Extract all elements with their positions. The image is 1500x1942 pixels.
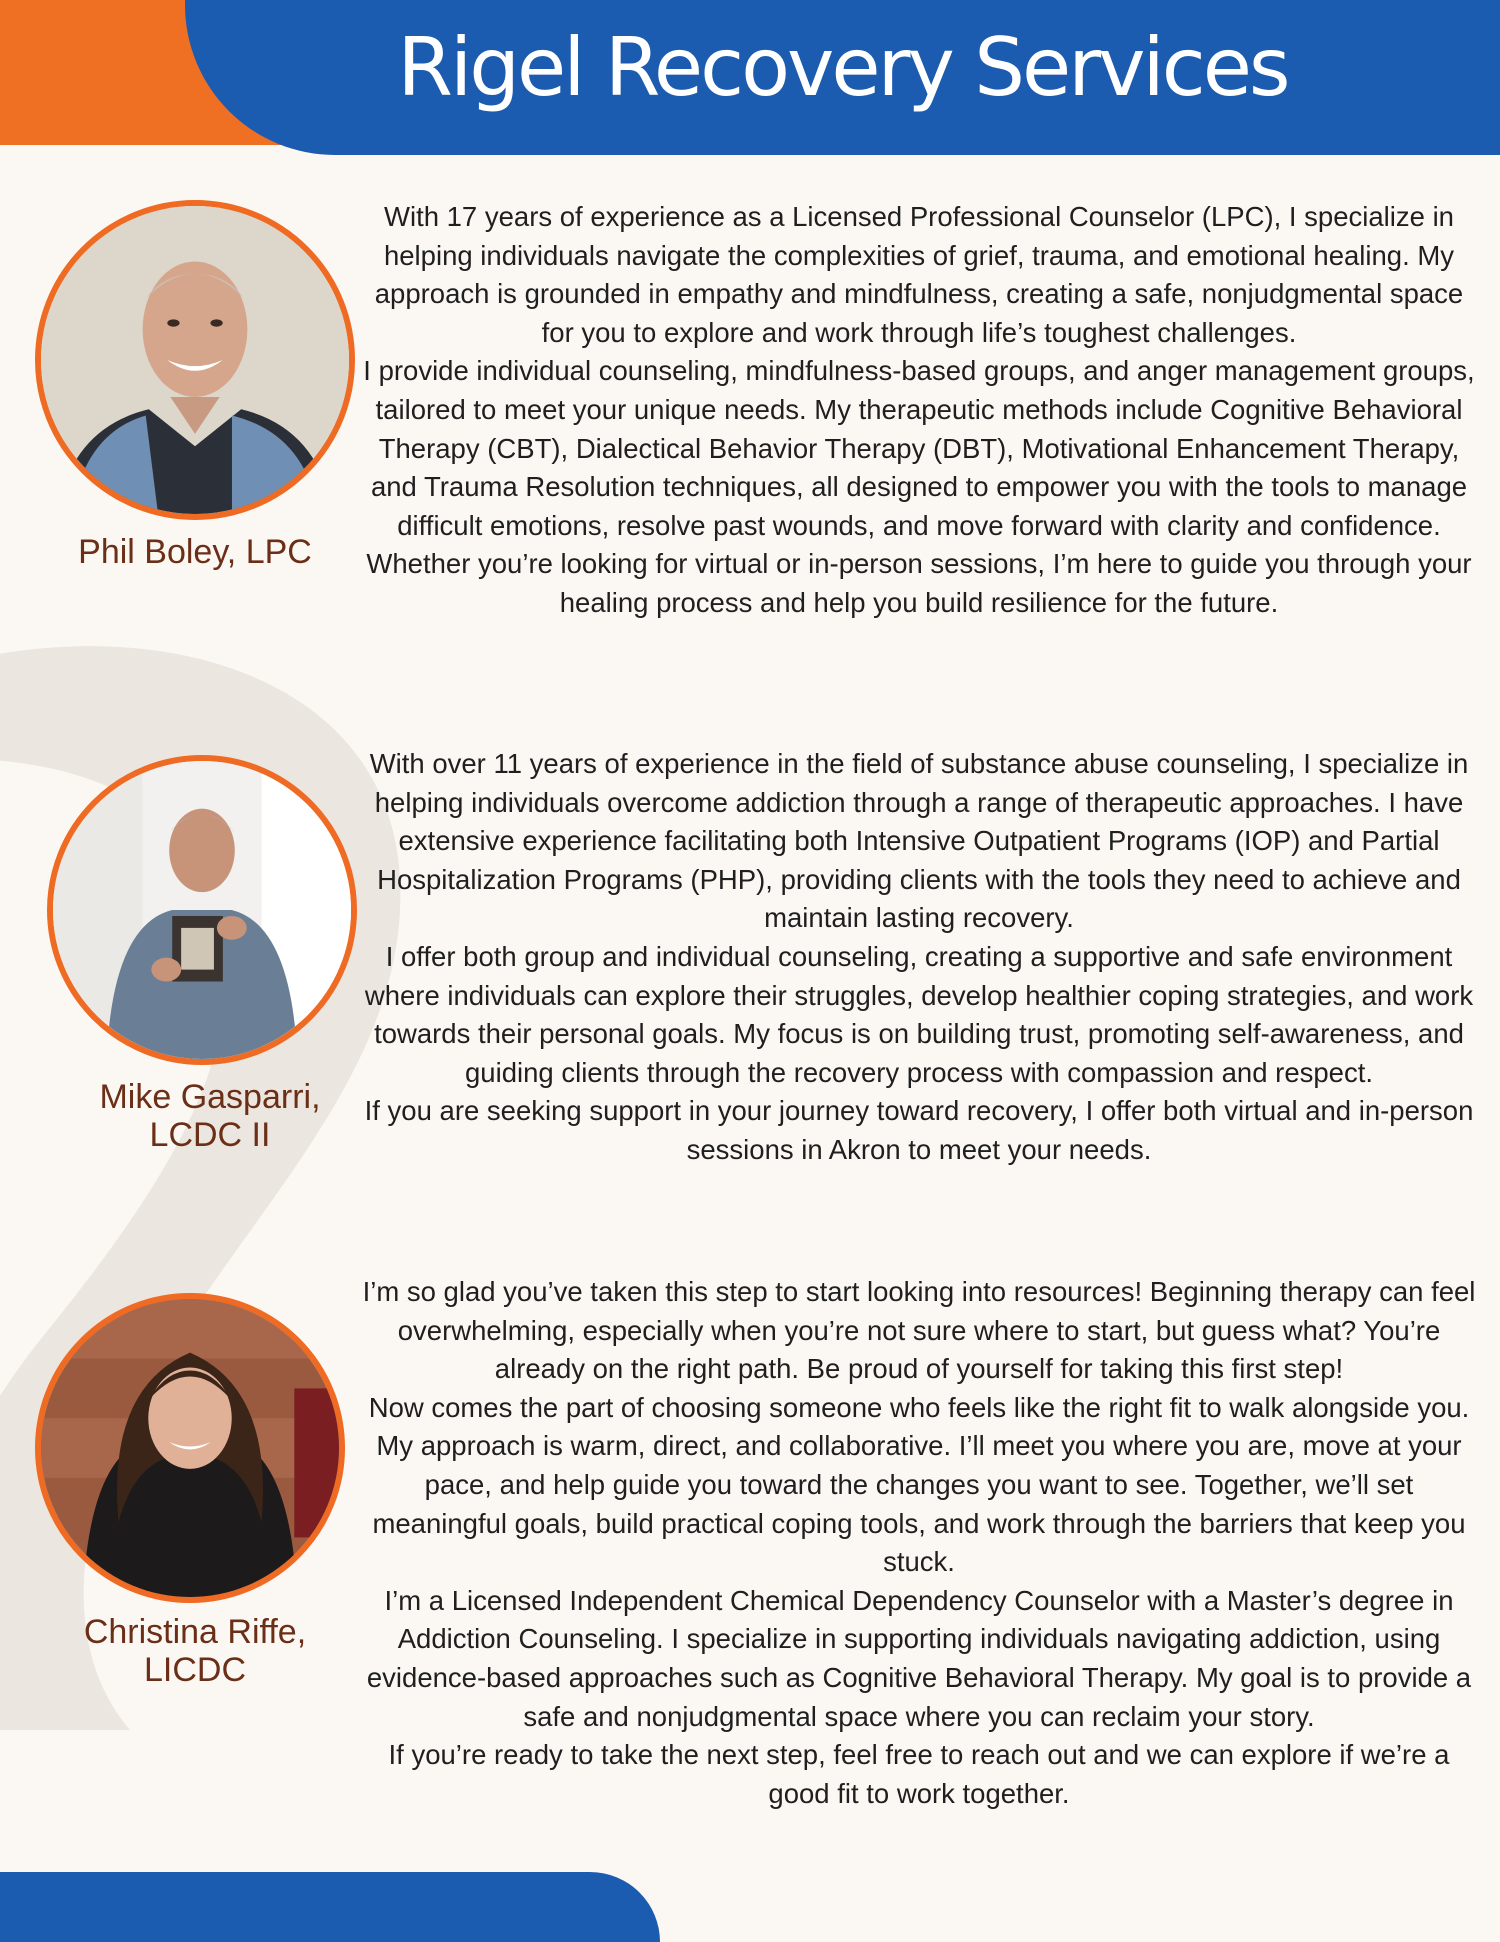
bio-paragraph: I offer both group and individual counseling, creating a supportive and safe environment where individuals can explore their struggles, develop healthier coping strategies, and work towards their personal goals. My focus is on building trust, promoting self-awareness, and guiding clients through the recovery process with compassion and respect. — [364, 940, 1474, 1088]
profile-name-line: Christina Riffe, — [83, 1613, 307, 1651]
bio-paragraph: If you’re ready to take the next step, feel free to reach out and we can explore if we’re a good fit to work together. — [388, 1739, 1450, 1809]
page-title: Rigel Recovery Services — [397, 21, 1288, 114]
profile-credential: LICDC — [143, 1651, 247, 1689]
bio-paragraph: If you are seeking support in your journey toward recovery, I offer both virtual and in-person sessions in Akron to meet your needs. — [364, 1095, 1474, 1165]
profile-name: Phil Boley, LPC — [78, 533, 312, 571]
profile-name — [40, 1613, 350, 1689]
profile-credential: LCDC II — [149, 1116, 271, 1154]
bio-paragraph: I’m so glad you’ve taken this step to start looking into resources! Beginning therapy can feel overwhelming, especially when you’re not sure where to start, but guess what? You’re already on the right path. Be proud of yourself for taking this first step! — [362, 1276, 1476, 1385]
profile-bio — [360, 198, 1478, 623]
bio-paragraph: With 17 years of experience as a Licensed Professional Counselor (LPC), I specialize in helping individuals navigate the complexities of grief, trauma, and emotional healing. My approach is grounded in empathy and mindfulness, creating a safe, nonjudgmental space for you to explore and work through life’s toughest challenges. — [374, 201, 1464, 348]
bio-paragraph: I provide individual counseling, mindfulness-based groups, and anger management groups, tailored to meet your unique needs. My therapeutic methods include Cognitive Behavioral Therapy (CBT), Dialectical Behavior Therapy (DBT), Motivational Enhancement Therapy, and Trauma Resolution techniques, all designed to empower you with the tools to manage difficult emotions, resolve past wounds, and move forward with clarity and confidence. Whether you’re looking for virtual or in-person sessions, I’m here to guide you through your healing process and help you build resilience for the future. — [363, 355, 1475, 618]
bio-paragraph: With over 11 years of experience in the field of substance abuse counseling, I specialize in helping individuals overcome addiction through a range of therapeutic approaches. I have extensive experience facilitating both Intensive Outpatient Programs (IOP) and Partial Hospitalization Programs (PHP), providing clients with the tools they need to achieve and maintain lasting recovery. — [369, 748, 1469, 934]
bio-paragraph: Now comes the part of choosing someone who feels like the right fit to walk alongside you. My approach is warm, direct, and collaborative. I’ll meet you where you are, move at your pace, and help guide you toward the changes you want to see. Together, we’ll set meaningful goals, build practical coping tools, and work through the barriers that keep you stuck. — [368, 1391, 1470, 1578]
profile-photo — [35, 1293, 345, 1603]
profile-photo — [47, 755, 357, 1065]
footer-bar — [0, 1872, 660, 1942]
bio-paragraph: I’m a Licensed Independent Chemical Dependency Counselor with a Master’s degree in Addiction Counseling. I specialize in supporting individuals navigating addiction, using evidence-based approaches such as Cognitive Behavioral Therapy. My goal is to provide a safe and nonjudgmental space where you can reclaim your story. — [366, 1584, 1472, 1732]
profile-bio — [360, 745, 1478, 1170]
profile-photo — [35, 200, 355, 520]
profile-name — [55, 1078, 365, 1154]
profile-bio — [360, 1273, 1478, 1813]
profile-name-line: Mike Gasparri, — [99, 1078, 321, 1116]
